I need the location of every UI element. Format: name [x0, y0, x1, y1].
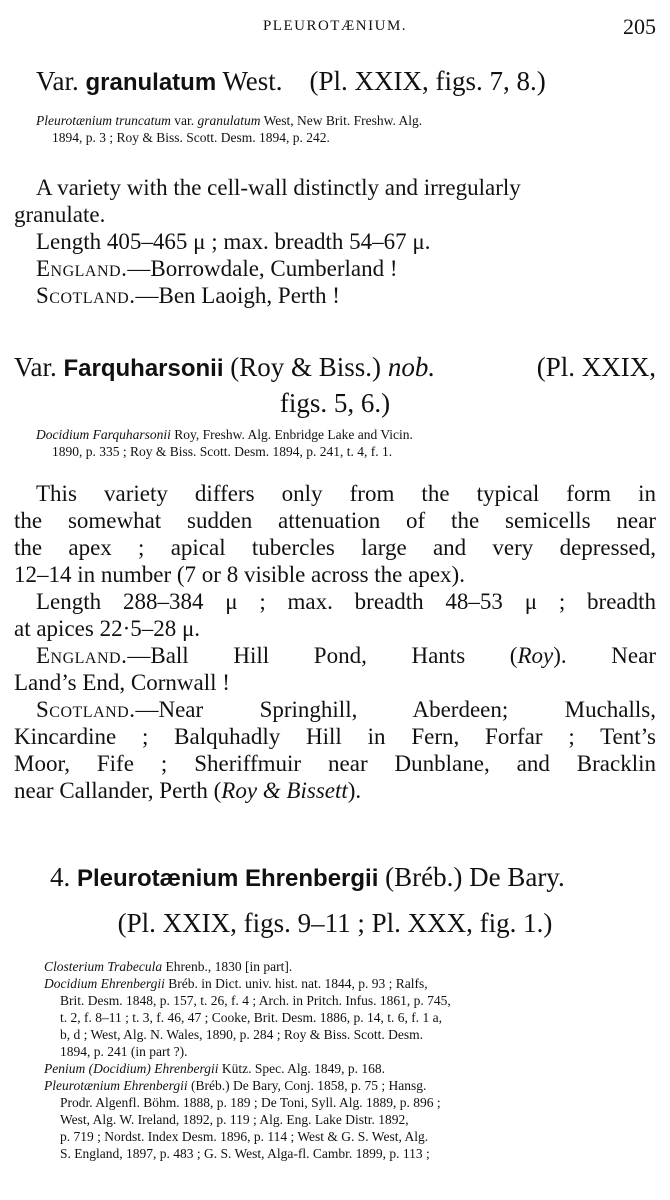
synonymy-line — [44, 1026, 656, 1043]
citation-var-word: var. — [170, 113, 198, 128]
species-number: 4. — [50, 862, 71, 892]
locality-scotland — [14, 282, 656, 309]
synonymy-ref: Bréb. in Dict. univ. hist. nat. 1844, p. 93 ; Ralfs, — [164, 976, 428, 991]
species-plates: (Pl. XXIX, figs. 9–11 ; Pl. XXX, fig. 1.) — [117, 908, 553, 938]
scotland-label: Scotland. — [36, 283, 136, 308]
var-farquharsonii-citation — [36, 426, 656, 460]
page-header — [0, 12, 670, 42]
synonymy-line — [44, 1077, 656, 1094]
var-name: granulatum — [85, 69, 217, 96]
synonymy-ref: Prodr. Algenfl. Böhm. 1888, p. 189 ; De Toni, Syll. Alg. 1889, p. 896 ; — [60, 1095, 441, 1110]
var-granulatum-citation — [36, 112, 656, 146]
desc-line: This variety differs only from the typical form in — [36, 481, 656, 506]
england-text-end: ). Near — [553, 643, 656, 668]
synonymy-line — [44, 1111, 656, 1128]
page-number: 205 — [623, 14, 656, 39]
citation-line: 1890, p. 335 ; Roy & Biss. Scott. Desm. 1894, p. 241, t. 4, f. 1. — [52, 444, 393, 459]
synonymy-line — [44, 1145, 656, 1162]
synonymy-line — [44, 1043, 656, 1060]
desc-line: the somewhat sudden attenuation of the semicells near — [14, 508, 656, 533]
citation-taxon: Docidium Farquharsonii — [36, 427, 171, 442]
synonymy-line — [44, 958, 656, 975]
synonymy-line — [44, 1060, 656, 1077]
species-synonymy — [44, 958, 656, 1162]
synonymy-line — [44, 1094, 656, 1111]
dimensions: Length 288–384 μ ; max. breadth 48–53 μ ; breadth — [36, 589, 656, 614]
synonymy-line — [44, 975, 656, 992]
synonymy-taxon: Closterium Trabecula — [44, 959, 163, 974]
scotland-line: Moor, Fife ; Sheriffmuir near Dunblane, and Bracklin — [14, 751, 656, 776]
var-farquharsonii-description — [14, 480, 656, 804]
citation-line: 1894, p. 3 ; Roy & Biss. Scott. Desm. 1894, p. 242. — [52, 130, 330, 145]
var-name: Farquharsonii — [63, 355, 224, 382]
scotland-line-last — [14, 777, 656, 804]
dimensions-cont: at apices 22·5–28 μ. — [14, 616, 201, 641]
synonymy-ref: (Bréb.) De Bary, Conj. 1858, p. 75 ; Hansg. — [187, 1078, 427, 1093]
var-farquharsonii-heading — [14, 350, 656, 420]
scotland-text: —Ben Laoigh, Perth ! — [135, 283, 340, 308]
var-author: West. — [222, 66, 283, 96]
synonymy-taxon: Penium (Docidium) Ehrenbergii — [44, 1061, 219, 1076]
var-granulatum-heading — [36, 64, 656, 100]
var-granulatum-description — [14, 174, 656, 309]
var-plates: (Pl. XXIX, — [536, 352, 656, 382]
synonymy-line — [44, 992, 656, 1009]
var-author: (Roy & Biss.) — [230, 352, 382, 382]
dimensions: Length 405–465 μ ; max. breadth 54–67 μ. — [36, 229, 431, 254]
var-plates: (Pl. XXIX, figs. 7, 8.) — [309, 66, 546, 96]
synonymy-ref: t. 2, f. 8–11 ; t. 3, f. 46, 47 ; Cooke, Brit. Desm. 1886, p. 14, t. 6, f. 1 a, — [60, 1010, 442, 1025]
synonymy-line — [44, 1128, 656, 1145]
locality-scotland — [14, 696, 656, 723]
synonymy-ref: West, Alg. W. Ireland, 1892, p. 119 ; Alg. Eng. Lake Distr. 1892, — [60, 1112, 409, 1127]
citation-taxon: Pleurotænium truncatum — [36, 113, 171, 128]
synonymy-ref: Brit. Desm. 1848, p. 157, t. 26, f. 4 ; Arch. in Pritch. Infus. 1861, p. 745, — [60, 993, 451, 1008]
synonymy-taxon: Docidium Ehrenbergii — [44, 976, 165, 991]
england-text: —Ball Hill Pond, Hants ( — [127, 643, 518, 668]
var-plates-cont: figs. 5, 6.) — [279, 388, 391, 418]
england-label: England. — [36, 256, 128, 281]
synonymy-ref: p. 719 ; Nordst. Index Desm. 1896, p. 114 ; West & G. S. West, Alg. — [60, 1129, 429, 1144]
desc-line: 12–14 in number (7 or 8 visible across the apex). — [14, 562, 465, 587]
locality-england — [14, 642, 656, 669]
synonymy-ref: S. England, 1897, p. 483 ; G. S. West, Alga-fl. Cambr. 1899, p. 113 ; — [60, 1146, 430, 1161]
synonymy-ref: 1894, p. 241 (in part ?). — [60, 1044, 188, 1059]
running-head: PLEUROTÆNIUM. — [262, 18, 408, 34]
desc-line: A variety with the cell-wall distinctly and irregularly — [36, 175, 521, 200]
citation-ref: Roy, Freshw. Alg. Enbridge Lake and Vicin. — [170, 427, 413, 442]
var-label: Var. — [36, 66, 79, 96]
england-collector: Roy — [517, 643, 554, 668]
scotland-label: Scotland. — [36, 697, 136, 722]
species-heading — [50, 860, 656, 896]
synonymy-taxon: Pleurotænium Ehrenbergii — [44, 1078, 188, 1093]
synonymy-line — [44, 1009, 656, 1026]
var-label: Var. — [14, 352, 57, 382]
england-line: Land’s End, Cornwall ! — [14, 670, 230, 695]
species-author: (Bréb.) De Bary. — [385, 862, 565, 892]
var-nob: nob. — [387, 352, 436, 382]
synonymy-ref: Kütz. Spec. Alg. 1849, p. 168. — [218, 1061, 385, 1076]
desc-line: the apex ; apical tubercles large and very depressed, — [14, 535, 656, 560]
scotland-text: —Near Springhill, Aberdeen; Muchalls, — [135, 697, 656, 722]
locality-england — [14, 255, 656, 282]
citation-var-name: granulatum — [197, 113, 261, 128]
citation-ref: West, New Brit. Freshw. Alg. — [260, 113, 423, 128]
scotland-text-end: ). — [347, 778, 362, 803]
england-text: —Borrowdale, Cumberland ! — [127, 256, 398, 281]
synonymy-ref: Ehrenb., 1830 [in part]. — [162, 959, 293, 974]
scotland-collectors: Roy & Bissett — [221, 778, 348, 803]
species-name: Pleurotænium Ehrenbergii — [77, 865, 379, 892]
scotland-line: Kincardine ; Balquhadly Hill in Fern, Forfar ; Tent’s — [14, 724, 656, 749]
synonymy-ref: b, d ; West, Alg. N. Wales, 1890, p. 284 ; Roy & Biss. Scott. Desm. — [60, 1027, 423, 1042]
desc-line: granulate. — [14, 202, 106, 227]
scotland-text: near Callander, Perth ( — [14, 778, 222, 803]
england-label: England. — [36, 643, 128, 668]
